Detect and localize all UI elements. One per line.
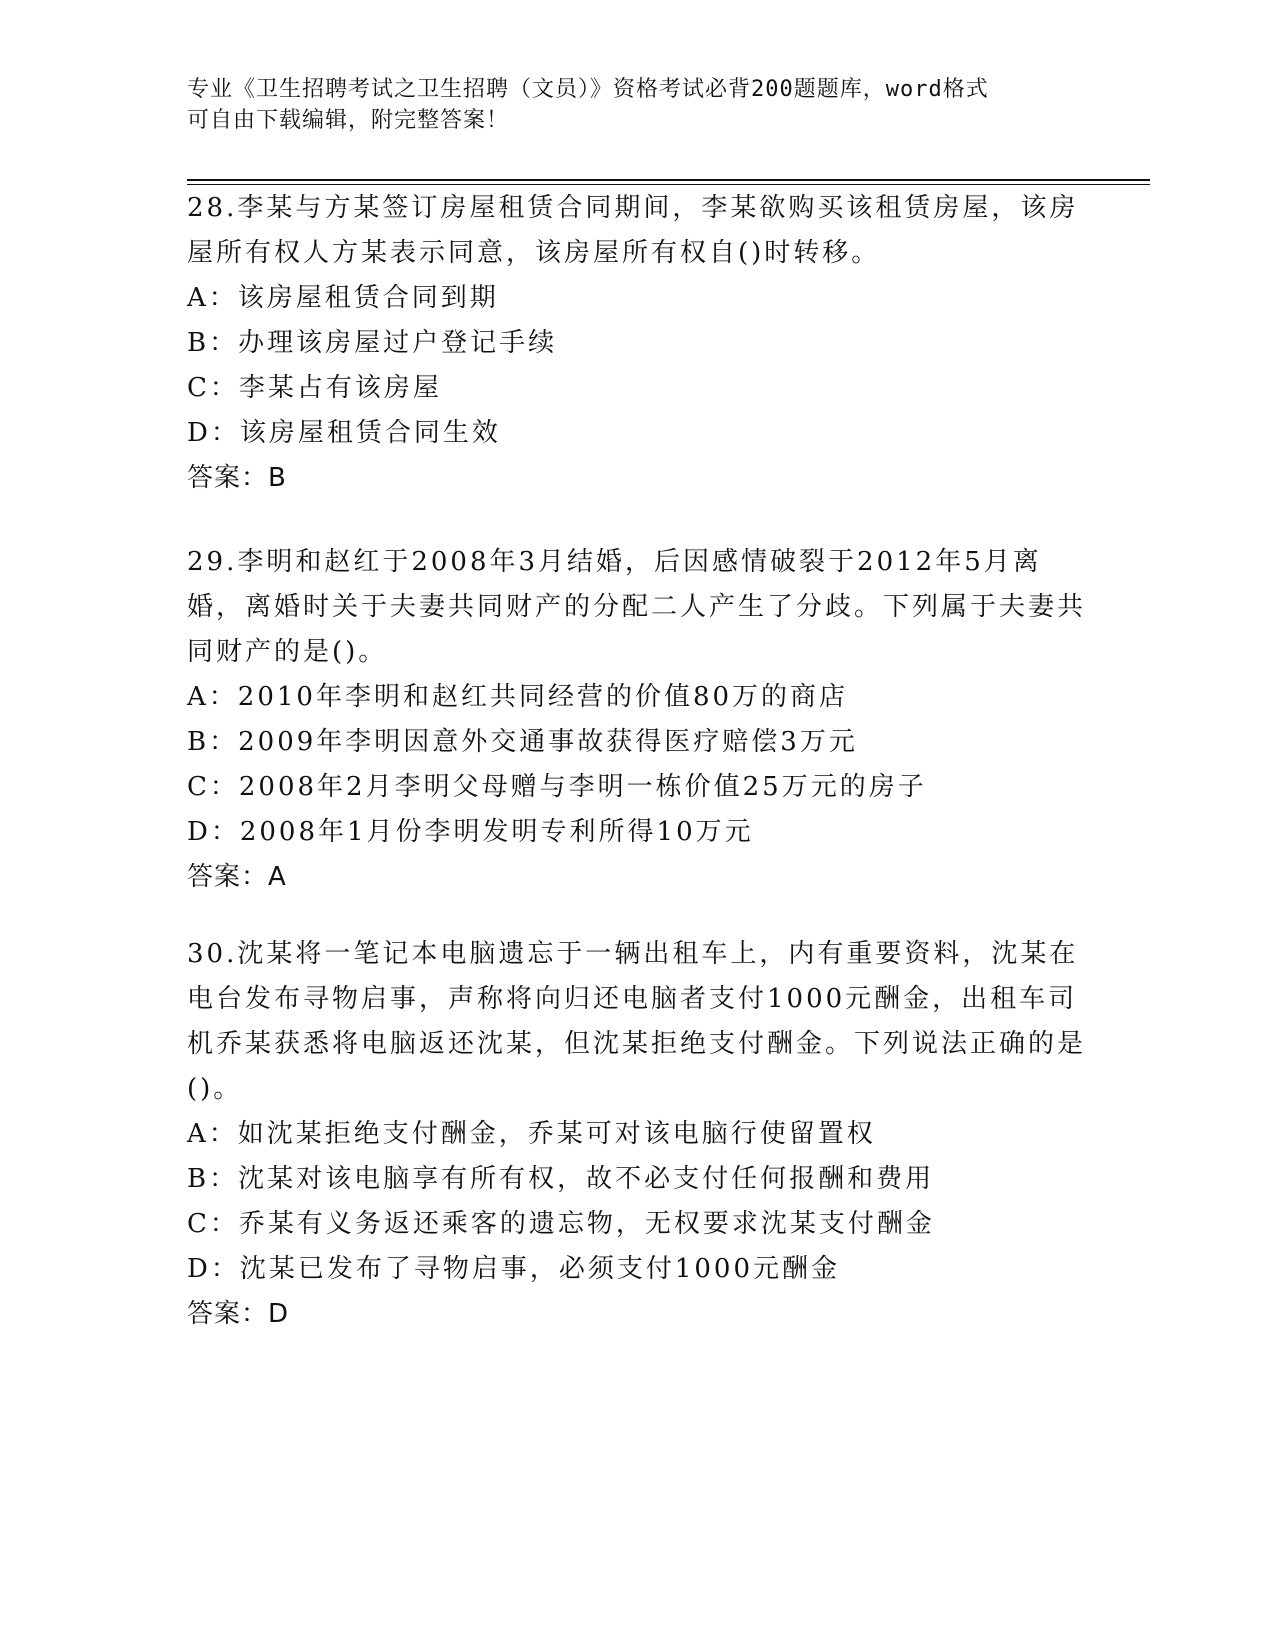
answer: 答案：D [187,1299,290,1329]
document-header [187,74,1087,136]
question-30 [187,932,1092,1337]
option-d: D：该房屋租赁合同生效 [187,418,501,448]
option-b: B：2009年李明因意外交通事故获得医疗赔偿3万元 [187,727,858,757]
option-b: B：办理该房屋过户登记手续 [187,328,558,358]
question-stem: 29.李明和赵红于2008年3月结婚，后因感情破裂于2012年5月离婚，离婚时关于夫妻共同财产的分配二人产生了分歧。下列属于夫妻共同财产的是()。 [187,547,1087,667]
option-b: B：沈某对该电脑享有所有权，故不必支付任何报酬和费用 [187,1164,935,1194]
answer: 答案：A [187,862,287,892]
question-28 [187,186,1092,501]
option-d: D：沈某已发布了寻物启事，必须支付1000元酬金 [187,1254,841,1284]
question-29 [187,540,1092,900]
header-line-2: 可自由下载编辑，附完整答案！ [187,108,510,133]
option-a: A：如沈某拒绝支付酬金，乔某可对该电脑行使留置权 [187,1119,876,1149]
option-c: C：乔某有义务返还乘客的遗忘物，无权要求沈某支付酬金 [187,1209,935,1239]
header-divider-thin [187,184,1150,185]
option-d: D：2008年1月份李明发明专利所得10万元 [187,817,754,847]
header-divider-thick [187,179,1150,181]
answer: 答案：B [187,463,287,493]
question-stem: 30.沈某将一笔记本电脑遗忘于一辆出租车上，内有重要资料，沈某在电台发布寻物启事，声称将向归还电脑者支付1000元酬金，出租车司机乔某获悉将电脑返还沈某，但沈某拒绝支付酬金。下列说法正确的是()。 [187,939,1087,1104]
option-a: A：该房屋租赁合同到期 [187,283,499,313]
option-c: C：李某占有该房屋 [187,373,442,403]
question-stem: 28.李某与方某签订房屋租赁合同期间，李某欲购买该租赁房屋，该房屋所有权人方某表示同意，该房屋所有权自()时转移。 [187,193,1079,268]
option-c: C：2008年2月李明父母赠与李明一栋价值25万元的房子 [187,772,927,802]
option-a: A：2010年李明和赵红共同经营的价值80万的商店 [187,682,849,712]
header-line-1: 专业《卫生招聘考试之卫生招聘（文员）》资格考试必背200题题库，word格式 [187,77,989,102]
